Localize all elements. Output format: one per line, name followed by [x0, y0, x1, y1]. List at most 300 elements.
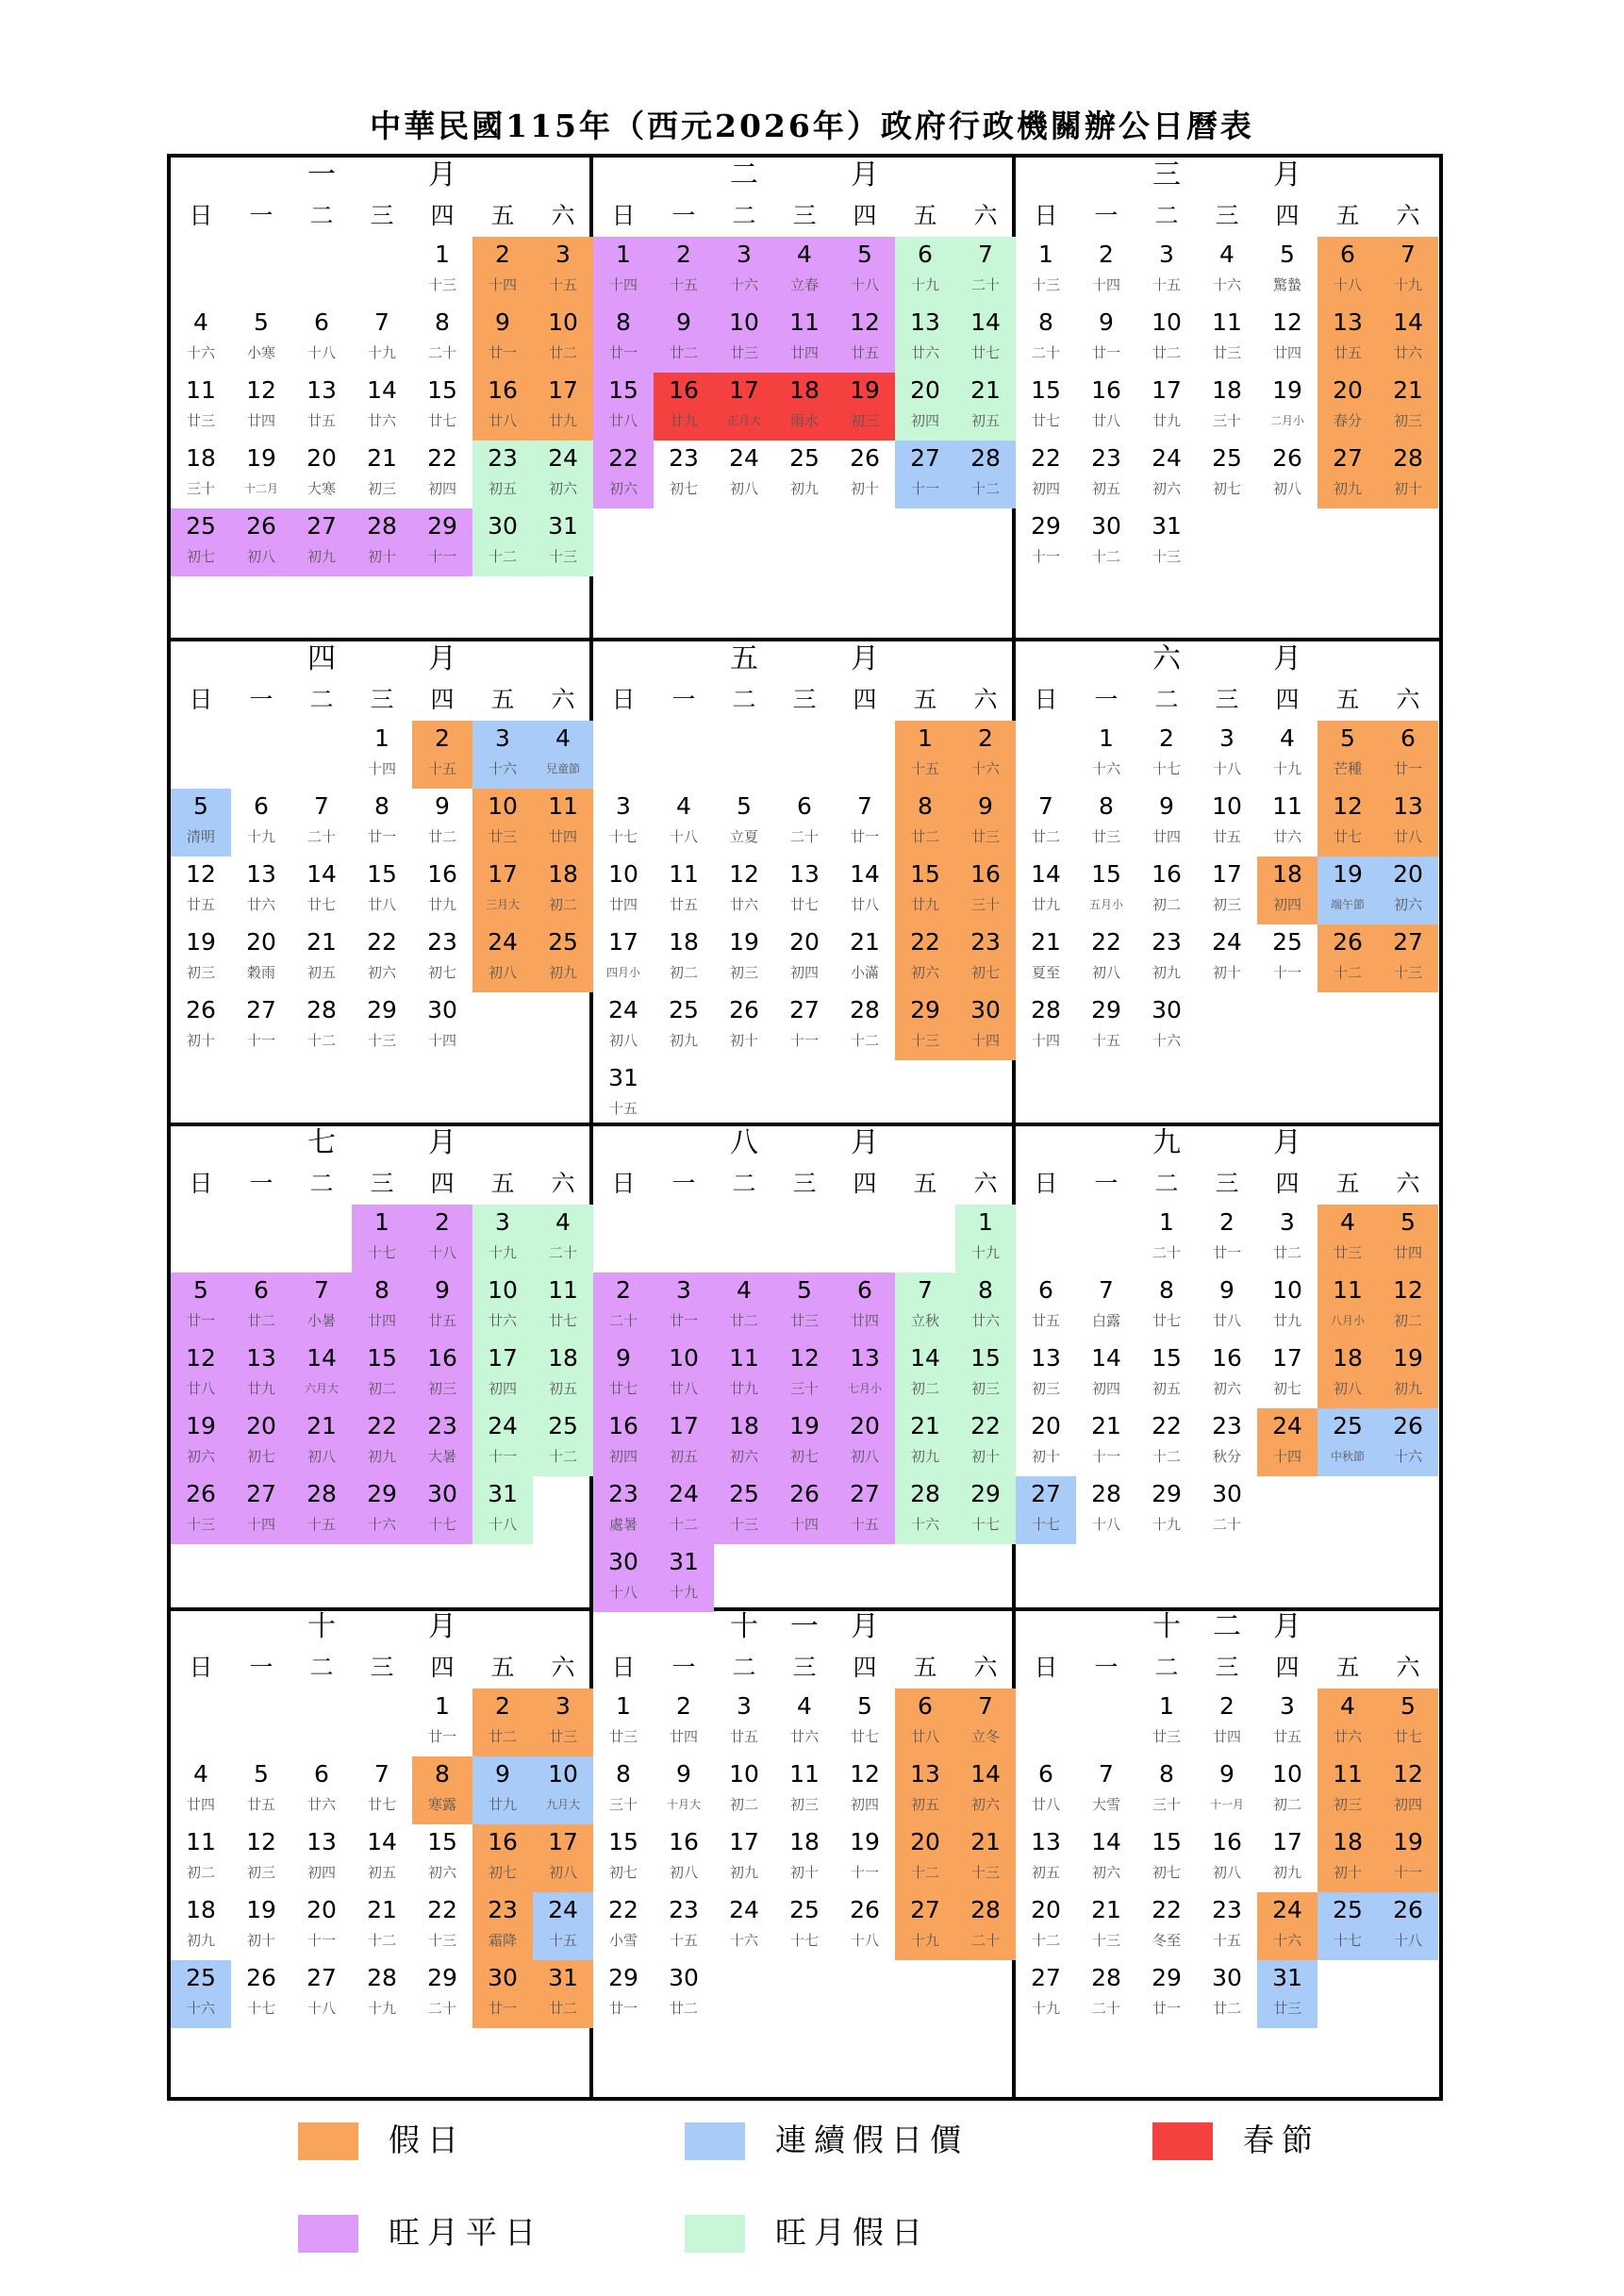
day-number: 6	[254, 1276, 269, 1304]
day-number: 13	[1393, 792, 1423, 820]
lunar-date: 廿七	[307, 896, 336, 913]
lunar-date: 廿四	[789, 344, 819, 361]
day-number: 30	[427, 1480, 457, 1507]
day-number: 30	[488, 512, 518, 540]
day-number: 17	[608, 928, 638, 956]
day-number: 23	[608, 1480, 638, 1507]
day-number: 30	[608, 1548, 638, 1575]
lunar-date: 二十	[789, 828, 819, 845]
lunar-date: 十四	[789, 1516, 819, 1533]
day-number: 26	[246, 1964, 276, 1991]
lunar-date: 三十	[970, 896, 1000, 913]
day-number: 23	[1152, 928, 1182, 956]
lunar-date: 初五	[1031, 1864, 1060, 1881]
lunar-date: 廿五	[427, 1312, 456, 1329]
lunar-date: 十一	[789, 1032, 819, 1049]
lunar-date: 廿八	[186, 1380, 215, 1397]
weekday-label: 日	[1034, 202, 1058, 229]
day-number: 27	[850, 1480, 880, 1507]
day-number: 7	[314, 1276, 329, 1304]
lunar-date: 初七	[1212, 480, 1241, 497]
lunar-date: 廿四	[548, 828, 577, 845]
day-number: 1	[374, 1208, 389, 1236]
weekday-label: 四	[853, 1654, 877, 1681]
day-number: 6	[314, 1760, 329, 1788]
day-number: 27	[246, 1480, 276, 1507]
day-number: 16	[669, 1828, 699, 1855]
day-number: 25	[548, 1412, 578, 1439]
day-number: 19	[186, 928, 216, 956]
day-number: 31	[608, 1064, 638, 1091]
lunar-date: 十六	[970, 760, 1000, 777]
day-number: 1	[435, 241, 450, 268]
day-number: 9	[676, 1760, 691, 1788]
day-number: 19	[1333, 860, 1363, 888]
weekday-label: 二	[309, 686, 334, 713]
lunar-date: 初十	[1333, 1864, 1362, 1881]
weekday-label: 五	[1335, 202, 1360, 229]
day-number: 29	[910, 996, 940, 1023]
lunar-date: 初三	[367, 480, 396, 497]
lunar-date: 廿八	[850, 896, 879, 913]
weekday-label: 五	[1335, 1170, 1360, 1197]
day-number: 17	[1272, 1344, 1302, 1372]
day-number: 17	[488, 860, 518, 888]
lunar-date: 初三	[970, 1380, 1000, 1397]
day-number: 28	[1091, 1480, 1121, 1507]
weekday-label: 六	[973, 1654, 998, 1681]
day-number: 22	[608, 444, 638, 472]
day-number: 8	[435, 1760, 450, 1788]
lunar-date: 廿七	[1031, 412, 1060, 429]
lunar-date: 廿一	[186, 1312, 215, 1329]
day-number: 24	[669, 1480, 699, 1507]
day-number: 14	[850, 860, 880, 888]
day-number: 17	[488, 1344, 518, 1372]
lunar-date: 初十	[970, 1448, 1000, 1465]
lunar-date: 十九	[488, 1244, 517, 1261]
day-number: 31	[669, 1548, 699, 1575]
day-number: 21	[367, 1896, 397, 1923]
day-number: 12	[186, 860, 216, 888]
day-number: 7	[1099, 1276, 1114, 1304]
lunar-date: 驚蟄	[1272, 276, 1301, 293]
day-number: 16	[1212, 1828, 1242, 1855]
day-number: 14	[1031, 860, 1061, 888]
day-number: 15	[608, 376, 638, 404]
day-number: 15	[910, 860, 940, 888]
lunar-date: 十六	[1272, 1932, 1301, 1949]
day-number: 15	[1152, 1344, 1182, 1372]
day-number: 19	[246, 1896, 276, 1923]
month-title	[171, 1609, 589, 1647]
weekday-label: 一	[671, 1654, 696, 1681]
month-block	[1016, 1125, 1434, 1606]
day-number: 28	[307, 1480, 337, 1507]
weekday-label: 五	[490, 202, 515, 229]
day-number: 27	[1031, 1964, 1061, 1991]
day-number: 3	[495, 724, 510, 752]
lunar-date: 十七	[1152, 760, 1181, 777]
day-number: 2	[1219, 1692, 1235, 1720]
lunar-date: 初五	[488, 480, 517, 497]
lunar-date: 十七	[970, 1516, 1000, 1533]
lunar-date: 廿一	[1152, 2000, 1181, 2017]
month-title-char: 月	[428, 1610, 456, 1643]
day-number: 16	[1212, 1344, 1242, 1372]
lunar-date: 廿一	[1393, 760, 1422, 777]
lunar-date: 處暑	[608, 1516, 638, 1533]
day-number: 12	[1333, 792, 1363, 820]
day-number: 24	[729, 444, 759, 472]
lunar-date: 十四	[970, 1032, 1000, 1049]
lunar-date: 廿五	[1031, 1312, 1060, 1329]
lunar-date: 十六	[488, 760, 517, 777]
day-number: 8	[616, 308, 631, 336]
lunar-date: 二十	[608, 1312, 638, 1329]
legend-label: 連續假日價	[775, 2121, 969, 2158]
day-number: 2	[435, 724, 450, 752]
lunar-date: 穀雨	[246, 964, 275, 981]
lunar-date: 初六	[970, 1796, 1000, 1813]
day-number: 17	[669, 1412, 699, 1439]
weekday-label: 日	[1034, 686, 1058, 713]
day-number: 25	[789, 444, 820, 472]
day-number: 20	[789, 928, 820, 956]
lunar-date: 廿八	[608, 412, 638, 429]
lunar-date: 十一月	[1209, 1798, 1244, 1811]
day-number: 22	[427, 444, 457, 472]
lunar-date: 初三	[1333, 1796, 1362, 1813]
weekday-label: 日	[611, 1654, 636, 1681]
weekday-label: 三	[370, 202, 394, 229]
weekday-label: 四	[1275, 1654, 1300, 1681]
lunar-date: 六月大	[304, 1382, 339, 1395]
day-number: 28	[307, 996, 337, 1023]
day-number: 4	[1280, 724, 1295, 752]
day-number: 27	[1393, 928, 1423, 956]
lunar-date: 十二	[1031, 1932, 1060, 1949]
day-number: 22	[427, 1896, 457, 1923]
day-number: 4	[737, 1276, 752, 1304]
lunar-date: 十八	[1091, 1516, 1120, 1533]
lunar-date: 廿五	[1333, 344, 1362, 361]
day-number: 14	[1091, 1828, 1121, 1855]
day-number: 21	[307, 928, 337, 956]
day-number: 3	[555, 241, 571, 268]
lunar-date: 廿九	[488, 1796, 517, 1813]
lunar-date: 小暑	[307, 1312, 336, 1329]
lunar-date: 初九	[669, 1032, 698, 1049]
lunar-date: 初十	[1393, 480, 1422, 497]
month-title	[1016, 158, 1434, 195]
day-number: 6	[918, 1692, 933, 1720]
day-number: 14	[1091, 1344, 1121, 1372]
day-number: 24	[1152, 444, 1182, 472]
day-number: 4	[1219, 241, 1235, 268]
day-number: 10	[1272, 1760, 1302, 1788]
lunar-date: 廿九	[669, 412, 698, 429]
lunar-date: 廿三	[729, 344, 758, 361]
lunar-date: 端午節	[1330, 898, 1365, 911]
lunar-date: 初二	[548, 896, 577, 913]
day-number: 20	[850, 1412, 880, 1439]
lunar-date: 十一	[427, 548, 456, 565]
day-number: 30	[669, 1964, 699, 1991]
weekday-label: 二	[309, 202, 334, 229]
lunar-date: 廿二	[548, 344, 577, 361]
lunar-date: 二十	[970, 276, 1000, 293]
weekday-label: 二	[309, 1170, 334, 1197]
day-number: 15	[427, 376, 457, 404]
lunar-date: 初六	[1212, 1380, 1241, 1397]
lunar-date: 廿七	[1393, 1728, 1422, 1745]
lunar-date: 十三	[367, 1032, 396, 1049]
weekday-label: 二	[732, 686, 756, 713]
lunar-date: 廿七	[970, 344, 1000, 361]
day-number: 2	[495, 241, 510, 268]
lunar-date: 廿一	[488, 344, 517, 361]
day-number: 2	[1219, 1208, 1235, 1236]
lunar-date: 中秋節	[1330, 1450, 1365, 1463]
weekday-label: 六	[973, 1170, 998, 1197]
lunar-date: 廿三	[608, 1728, 638, 1745]
day-number: 22	[367, 1412, 397, 1439]
lunar-date: 廿九	[729, 1380, 758, 1397]
lunar-date: 十三	[970, 1864, 1000, 1881]
month-block	[1016, 641, 1434, 1122]
day-number: 16	[669, 376, 699, 404]
weekday-label: 日	[1034, 1170, 1058, 1197]
day-number: 11	[789, 308, 820, 336]
lunar-date: 三十	[608, 1796, 638, 1813]
day-number: 22	[1152, 1896, 1182, 1923]
lunar-date: 廿四	[1272, 344, 1301, 361]
lunar-date: 初五	[307, 964, 336, 981]
lunar-date: 初八	[246, 548, 275, 565]
lunar-date: 初十	[1212, 964, 1241, 981]
lunar-date: 十一	[910, 480, 939, 497]
day-number: 13	[1031, 1344, 1061, 1372]
lunar-date: 初八	[1333, 1380, 1362, 1397]
lunar-date: 十九	[669, 1584, 698, 1601]
day-number: 23	[427, 1412, 457, 1439]
weekday-label: 六	[551, 686, 575, 713]
day-number: 11	[186, 376, 216, 404]
lunar-date: 廿七	[427, 412, 456, 429]
lunar-date: 三十	[789, 1380, 819, 1397]
weekday-label: 二	[732, 202, 756, 229]
lunar-date: 十七	[367, 1244, 396, 1261]
lunar-date: 十四	[1091, 276, 1120, 293]
lunar-date: 十五	[548, 1932, 577, 1949]
lunar-date: 初九	[186, 1932, 215, 1949]
weekday-label: 日	[189, 686, 213, 713]
lunar-date: 四月小	[605, 966, 640, 979]
day-number: 10	[1272, 1276, 1302, 1304]
weekday-label: 二	[732, 1654, 756, 1681]
lunar-date: 十四	[367, 760, 396, 777]
lunar-date: 霜降	[488, 1932, 517, 1949]
lunar-date: 廿一	[367, 828, 396, 845]
weekday-label: 一	[1094, 1170, 1119, 1197]
day-number: 2	[978, 724, 993, 752]
day-number: 16	[1091, 376, 1121, 404]
lunar-date: 十一	[1272, 964, 1301, 981]
weekday-label: 六	[973, 202, 998, 229]
day-number: 8	[435, 308, 450, 336]
lunar-date: 廿一	[850, 828, 879, 845]
lunar-date: 立春	[789, 276, 819, 293]
day-number: 5	[193, 1276, 208, 1304]
day-number: 11	[186, 1828, 216, 1855]
lunar-date: 十九	[1393, 276, 1422, 293]
lunar-date: 初四	[1091, 1380, 1120, 1397]
lunar-date: 二十	[1091, 2000, 1120, 2017]
day-number: 5	[857, 241, 872, 268]
weekday-label: 五	[913, 1654, 937, 1681]
lunar-date: 十三	[729, 1516, 758, 1533]
day-number: 25	[1212, 444, 1242, 472]
day-number: 9	[616, 1344, 631, 1372]
lunar-date: 廿三	[186, 412, 215, 429]
lunar-date: 廿五	[307, 412, 336, 429]
lunar-date: 九月大	[545, 1798, 580, 1811]
weekday-label: 日	[189, 202, 213, 229]
lunar-date: 廿六	[729, 896, 758, 913]
day-number: 11	[669, 860, 699, 888]
lunar-date: 廿四	[608, 896, 638, 913]
day-number: 15	[970, 1344, 1001, 1372]
lunar-date: 初二	[669, 964, 698, 981]
lunar-date: 廿二	[548, 2000, 577, 2017]
month-block	[593, 158, 1012, 638]
day-number: 20	[307, 444, 337, 472]
day-number: 14	[910, 1344, 940, 1372]
day-number: 22	[367, 928, 397, 956]
weekday-label: 一	[671, 686, 696, 713]
day-number: 5	[1400, 1692, 1416, 1720]
lunar-date: 廿六	[1393, 344, 1422, 361]
day-number: 7	[857, 792, 872, 820]
lunar-date: 廿八	[1393, 828, 1422, 845]
day-number: 19	[246, 444, 276, 472]
lunar-date: 十六	[729, 1932, 758, 1949]
lunar-date: 夏至	[1031, 964, 1060, 981]
day-number: 19	[850, 1828, 880, 1855]
day-number: 10	[729, 308, 759, 336]
lunar-date: 十三	[427, 1932, 456, 1949]
day-number: 9	[1219, 1760, 1235, 1788]
lunar-date: 清明	[186, 828, 215, 845]
day-number: 12	[850, 1760, 880, 1788]
weekday-label: 五	[913, 202, 937, 229]
lunar-date: 廿五	[246, 1796, 275, 1813]
day-number: 1	[435, 1692, 450, 1720]
lunar-date: 十三	[910, 1032, 939, 1049]
lunar-date: 初四	[427, 480, 456, 497]
month-title-char: 二	[1213, 1610, 1241, 1643]
lunar-date: 十二月	[243, 482, 278, 495]
day-number: 14	[307, 860, 337, 888]
lunar-date: 十八	[488, 1516, 517, 1533]
lunar-date: 廿七	[789, 896, 819, 913]
day-number: 5	[1280, 241, 1295, 268]
lunar-date: 十七	[427, 1516, 456, 1533]
lunar-date: 初九	[789, 480, 819, 497]
lunar-date: 廿七	[1333, 828, 1362, 845]
lunar-date: 十八	[608, 1584, 638, 1601]
weekday-label: 三	[792, 686, 817, 713]
day-number: 25	[186, 1964, 216, 1991]
lunar-date: 十六	[186, 344, 215, 361]
lunar-date: 初九	[367, 1448, 396, 1465]
lunar-date: 初四	[488, 1380, 517, 1397]
day-number: 25	[669, 996, 699, 1023]
day-number: 16	[427, 1344, 457, 1372]
lunar-date: 初九	[1272, 1864, 1301, 1881]
day-number: 26	[186, 996, 216, 1023]
day-number: 6	[1038, 1276, 1053, 1304]
day-number: 4	[555, 1208, 571, 1236]
lunar-date: 廿五	[850, 344, 879, 361]
day-number: 22	[910, 928, 940, 956]
lunar-date: 廿六	[789, 1728, 819, 1745]
weekday-label: 五	[913, 1170, 937, 1197]
lunar-date: 初九	[1393, 1380, 1422, 1397]
month-title-char: 三	[1152, 158, 1181, 191]
day-number: 16	[427, 860, 457, 888]
day-number: 12	[729, 860, 759, 888]
day-number: 20	[307, 1896, 337, 1923]
lunar-date: 初六	[186, 1448, 215, 1465]
day-number: 20	[246, 928, 276, 956]
lunar-date: 十五	[307, 1516, 336, 1533]
weekday-label: 日	[611, 686, 636, 713]
lunar-date: 廿三	[1272, 2000, 1301, 2017]
day-number: 29	[608, 1964, 638, 1991]
weekday-label: 一	[249, 686, 273, 713]
lunar-date: 廿五	[186, 896, 215, 913]
day-number: 5	[193, 792, 208, 820]
day-number: 14	[970, 308, 1001, 336]
lunar-date: 十三	[548, 548, 577, 565]
lunar-date: 十二	[850, 1032, 879, 1049]
lunar-date: 初七	[186, 548, 215, 565]
calendar-grid	[167, 154, 1443, 2101]
lunar-date: 十六	[729, 276, 758, 293]
month-title-char: 月	[851, 1126, 879, 1159]
lunar-date: 初六	[729, 1448, 758, 1465]
day-number: 17	[729, 376, 759, 404]
day-number: 22	[1152, 1412, 1182, 1439]
lunar-date: 十六	[1393, 1448, 1422, 1465]
lunar-date: 廿八	[1031, 1796, 1060, 1813]
day-number: 6	[1400, 724, 1416, 752]
day-number: 11	[548, 1276, 578, 1304]
lunar-date: 初二	[910, 1380, 939, 1397]
month-title-char: 十	[307, 1610, 336, 1643]
weekday-label: 四	[1275, 686, 1300, 713]
lunar-date: 初八	[1272, 480, 1301, 497]
lunar-date: 初三	[729, 964, 758, 981]
lunar-date: 二十	[427, 2000, 456, 2017]
month-title-char: 七	[307, 1126, 336, 1159]
month-title	[171, 1125, 589, 1163]
day-number: 10	[1152, 308, 1182, 336]
day-number: 26	[1333, 928, 1363, 956]
lunar-date: 廿三	[1152, 1728, 1181, 1745]
